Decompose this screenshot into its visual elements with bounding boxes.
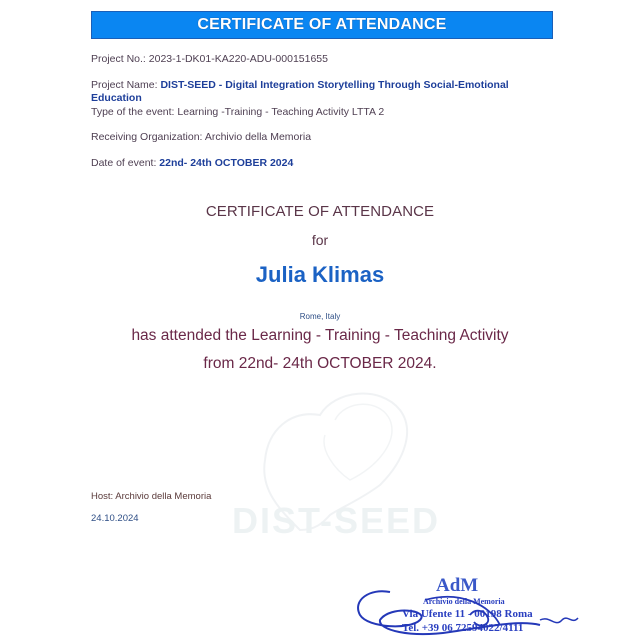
signature-icon: [350, 570, 590, 640]
project-name-label: Project Name:: [91, 79, 158, 91]
stamp-phone: Tel. +39 06 72594022/4111: [402, 622, 524, 634]
project-number-label: Project No.:: [91, 53, 146, 65]
attendance-statement: has attended the Learning - Training - Teaching Activity: [131, 327, 509, 344]
recipient-name: Julia Klimas: [255, 262, 385, 287]
receiving-org-label: Receiving Organization:: [91, 131, 203, 143]
location-row: [0, 306, 640, 324]
receiving-org-value: Archivio della Memoria: [204, 131, 312, 143]
statement-row-2: [0, 355, 640, 373]
watermark-text: DIST-SEED: [232, 500, 441, 541]
event-date-value: 22nd- 24th OCTOBER 2024: [159, 157, 294, 169]
receiving-org-row: [91, 131, 311, 144]
attendance-dates: from 22nd- 24th OCTOBER 2024.: [203, 355, 437, 372]
event-type-value: Learning -Training - Teaching Activity LTTA 2: [177, 106, 385, 118]
project-name-row: [91, 79, 561, 105]
project-number-value: 2023-1-DK01-KA220-ADU-000151655: [148, 53, 328, 65]
stamp-org-name: Archivio della Memoria: [423, 597, 505, 606]
stamp-logo: AdM: [436, 575, 479, 596]
event-date-row: [91, 157, 293, 170]
recipient-row: [0, 262, 640, 288]
for-row: [0, 232, 640, 250]
event-location: Rome, Italy: [299, 312, 341, 321]
project-name-value-cont: Education: [91, 92, 142, 104]
stamp-address: Via Ufente 11 - 00198 Roma: [402, 608, 533, 620]
certificate-heading-row: [0, 203, 640, 221]
for-text: for: [311, 232, 329, 248]
host-text: Host: Archivio della Memoria: [91, 491, 212, 502]
statement-row-1: [0, 327, 640, 345]
certificate-banner: [91, 11, 553, 39]
event-date-label: Date of event:: [91, 157, 157, 169]
project-number-row: [91, 53, 328, 66]
banner-title: CERTIFICATE OF ATTENDANCE: [197, 16, 447, 33]
issue-date: 24.10.2024: [91, 513, 139, 524]
certificate-heading: CERTIFICATE OF ATTENDANCE: [205, 203, 435, 220]
event-type-label: Type of the event:: [91, 106, 175, 118]
project-name-value: DIST-SEED - Digital Integration Storytelling Through Social-Emotional: [160, 79, 509, 91]
event-type-row: [91, 106, 384, 119]
